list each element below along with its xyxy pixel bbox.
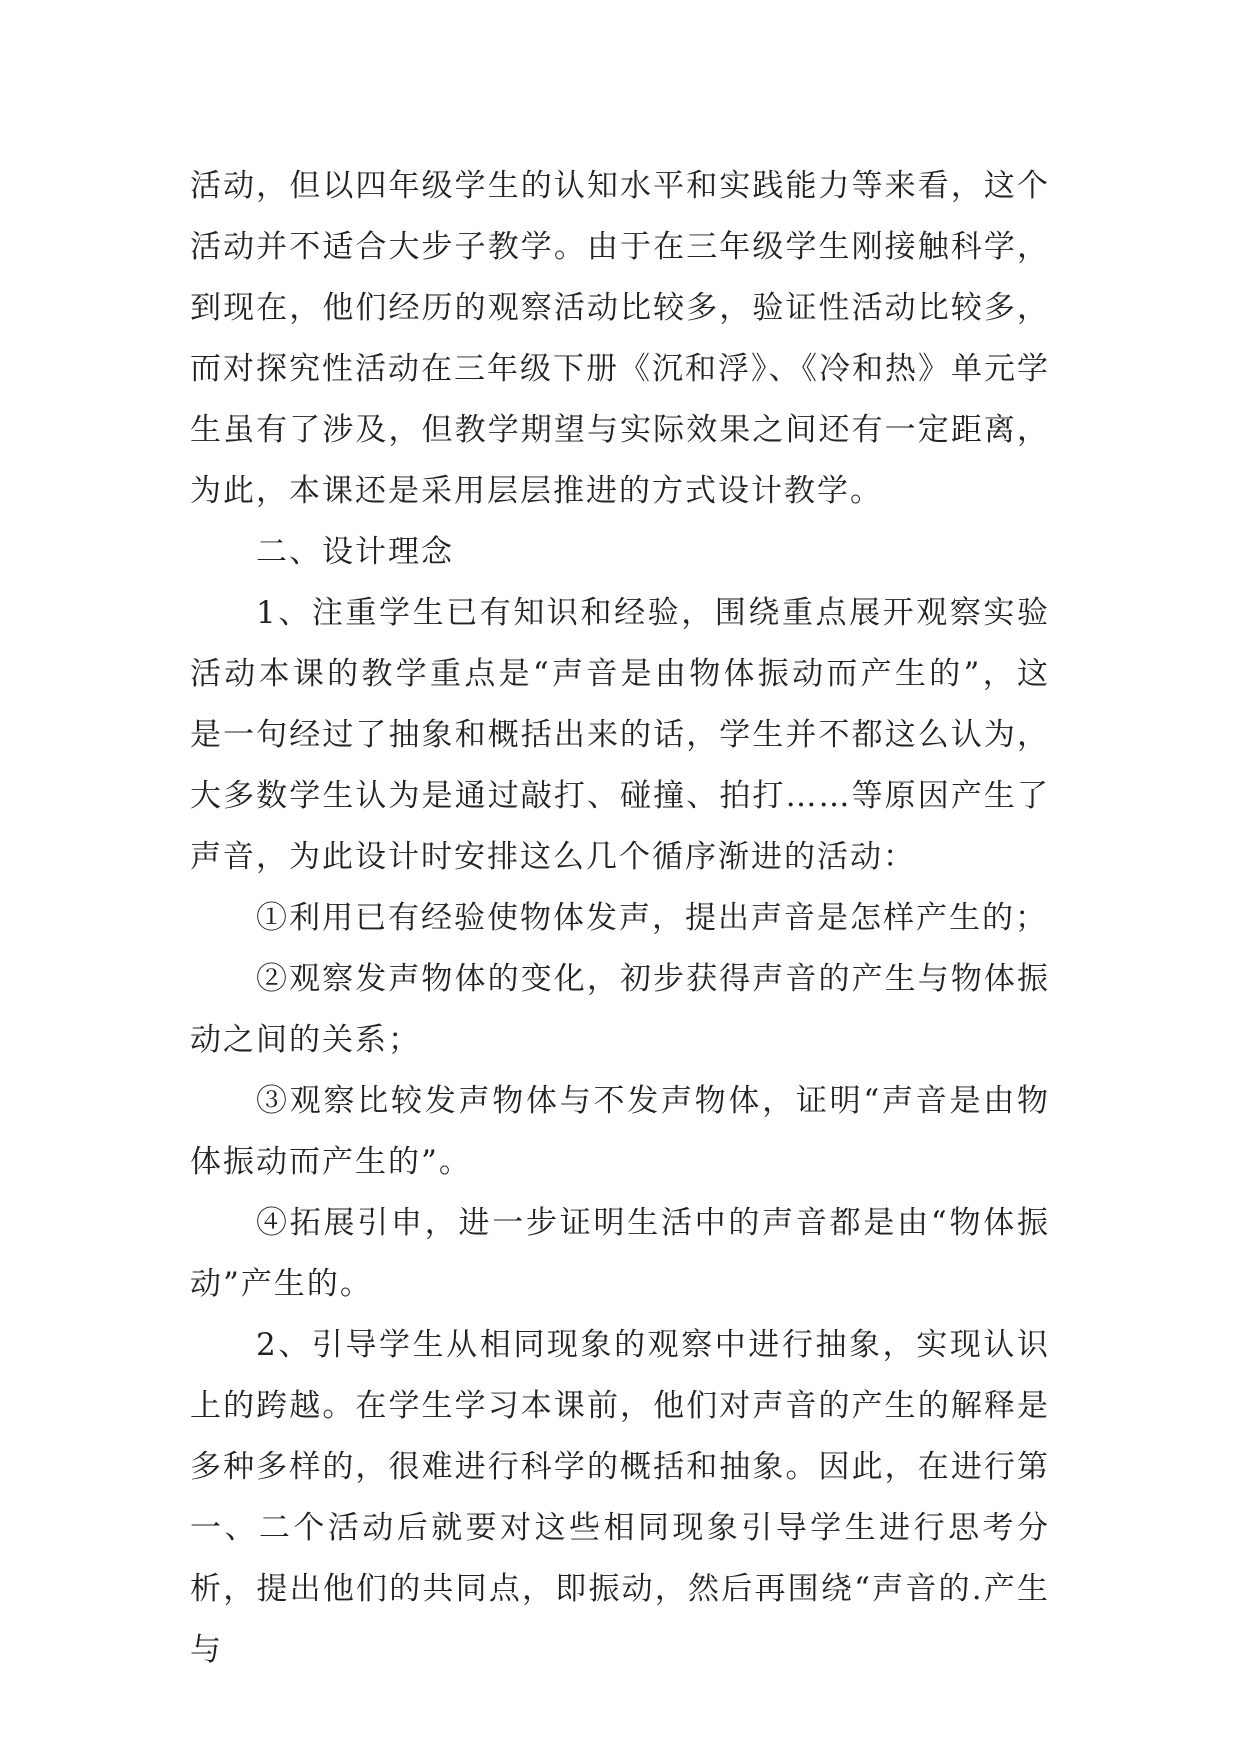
list-item-activity-2: ②观察发声物体的变化，初步获得声音的产生与物体振动之间的关系； [190, 961, 1050, 1058]
paragraph-concept-2: 2、引导学生从相同现象的观察中进行抽象，实现认识上的跨越。在学生学习本课前，他们对声音的产生的解释是多种多样的，很难进行科学的概括和抽象。因此，在进行第一、二个活动后就要对这些相同现象引导学生进行思考分析，提出他们的共同点，即振动，然后再围绕“声音的.产生与 [190, 1327, 1050, 1668]
section-heading-design-concept: 二、设计理念 [256, 534, 454, 570]
document-body [190, 156, 1050, 1681]
list-item-activity-4: ④拓展引申，进一步证明生活中的声音都是由“物体振动”产生的。 [190, 1205, 1050, 1302]
list-item-activity-3: ③观察比较发声物体与不发声物体，证明“声音是由物体振动而产生的”。 [190, 1083, 1050, 1180]
paragraph-concept-1: 1、注重学生已有知识和经验，围绕重点展开观察实验活动本课的教学重点是“声音是由物体振动而产生的”，这是一句经过了抽象和概括出来的话，学生并不都这么认为，大多数学生认为是通过敲打、碰撞、拍打……等原因产生了声音，为此设计时安排这么几个循序渐进的活动： [190, 595, 1050, 875]
list-item-activity-1: ①利用已有经验使物体发声，提出声音是怎样产生的； [256, 900, 1048, 936]
paragraph-activity-context: 活动，但以四年级学生的认知水平和实践能力等来看，这个活动并不适合大步子教学。由于在三年级学生刚接触科学，到现在，他们经历的观察活动比较多，验证性活动比较多，而对探究性活动在三年级下册《沉和浮》、《冷和热》单元学生虽有了涉及，但教学期望与实际效果之间还有一定距离，为此，本课还是采用层层推进的方式设计教学。 [190, 168, 1050, 509]
